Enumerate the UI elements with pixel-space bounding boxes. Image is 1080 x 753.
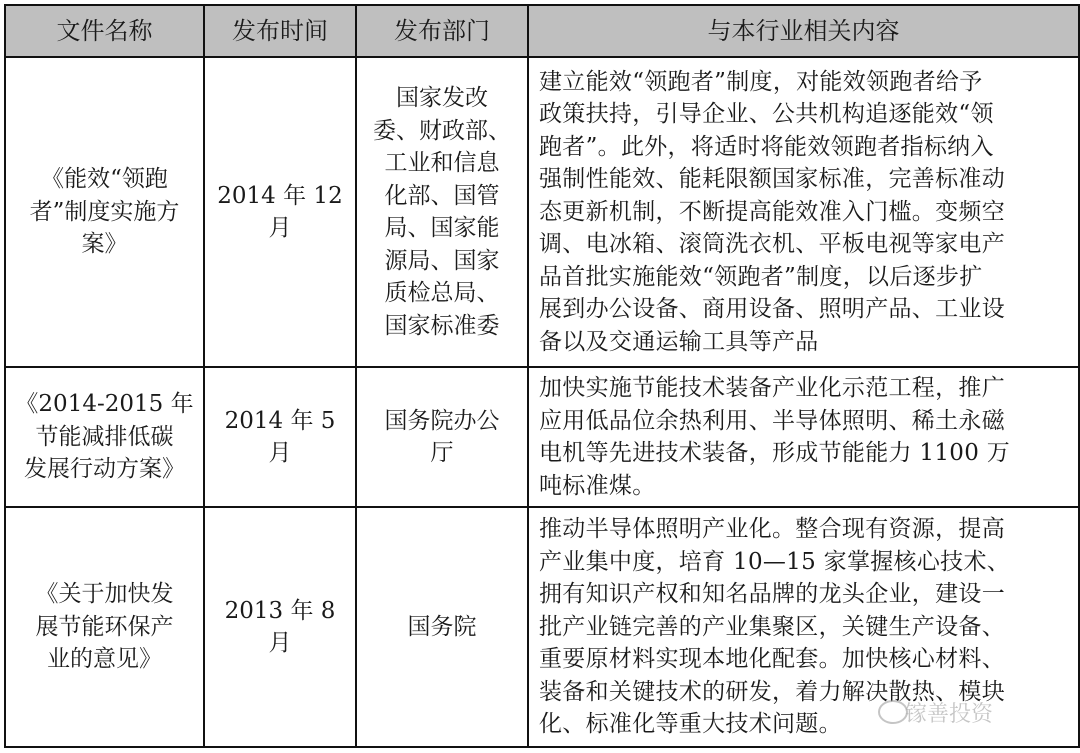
content-cell: 建立能效“领跑者”制度，对能效领跑者给予 政策扶持，引导企业、公共机构追逐能效“领 跑者”。此外，将适时将能效领跑者指标纳入 强制性能效、能耗限额国家标准，完善标准动 态更新机制，不断提高能效准入门槛。变频空 调、电冰箱、滚筒洗衣机、平板电视等家电产 品首批实施能效“领跑者”制度，以后逐步扩 展到办公设备、商用设备、照明产品、工业设 备以及交通运输工具等产品 [528,57,1079,367]
doc-name-cell: 《2014-2015 年 节能减排低碳 发展行动方案》 [5,367,204,507]
header-dept: 发布部门 [356,5,528,57]
policy-table [4,4,1080,748]
header-date: 发布时间 [204,5,356,57]
date-cell: 2014 年 12 月 [204,57,356,367]
dept-cell: 国务院 [356,507,528,747]
wechat-icon [878,700,908,724]
dept-cell: 国务院办公 厅 [356,367,528,507]
watermark: 镓善投资 [905,702,994,727]
date-cell: 2014 年 5 月 [204,367,356,507]
doc-name-cell: 《能效“领跑 者”制度实施方 案》 [5,57,204,367]
table-row [5,367,1079,507]
header-doc-name: 文件名称 [5,5,204,57]
doc-name-cell: 《关于加快发 展节能环保产 业的意见》 [5,507,204,747]
dept-cell: 国家发改 委、财政部、 工业和信息 化部、国管 局、国家能 源局、国家 质检总局、 国家标准委 [356,57,528,367]
date-cell: 2013 年 8 月 [204,507,356,747]
content-cell: 加快实施节能技术装备产业化示范工程，推广 应用低品位余热利用、半导体照明、稀土永磁 电机等先进技术装备，形成节能能力 1100 万 吨标准煤。 [528,367,1079,507]
header-row [5,5,1079,57]
header-content: 与本行业相关内容 [528,5,1079,57]
table-row [5,57,1079,367]
content-cell: 推动半导体照明产业化。整合现有资源，提高 产业集中度，培育 10—15 家掌握核心技术、 拥有知识产权和知名品牌的龙头企业，建设一 批产业链完善的产业集聚区，关键生产设备、 重要原材料实现本地化配套。加快核心材料、 装备和关键技术的研发，着力解决散热、模块 化、标准化等重大技术问题。 [528,507,1079,747]
